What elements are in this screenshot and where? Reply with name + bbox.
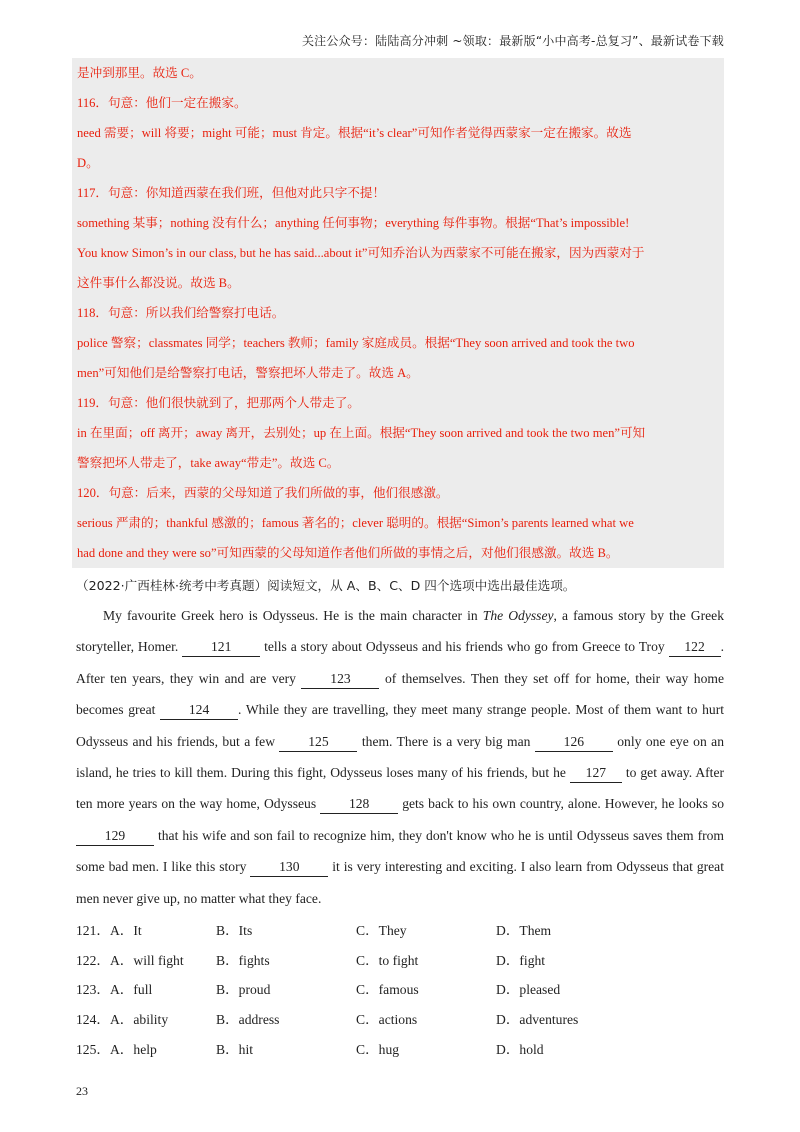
option-a: 125．A．help: [76, 1041, 157, 1057]
explanation-line: 是冲到那里。故选 C。: [77, 66, 202, 80]
option-b: B．address: [216, 1011, 280, 1027]
explanation-line: 117．句意：你知道西蒙在我们班，但他对此只字不提！: [77, 186, 386, 200]
option-row: [76, 944, 726, 974]
option-c: C．actions: [356, 1011, 418, 1027]
blank-122: 122: [669, 638, 721, 657]
passage-text: of themselves. Then they set off for home, their way home becomes great: [76, 670, 724, 718]
explanation-line: D。: [77, 156, 99, 170]
option-a: 124．A．ability: [76, 1011, 169, 1027]
passage-text: gets back to his own country, alone. However, he looks so: [398, 796, 725, 812]
option-a: 122．A．will fight: [76, 952, 184, 968]
blank-121: 121: [182, 638, 260, 657]
explanation-line: in 在里面；off 离开；away 离开，去别处；up 在上面。根据“They soon arrived and took the two men”可知: [77, 426, 646, 440]
option-d: D．adventures: [496, 1011, 579, 1027]
book-title: The Odyssey: [482, 608, 554, 623]
blank-125: 125: [279, 733, 357, 752]
passage-text: , a famous story by the Greek storyteller, Homer.: [76, 608, 725, 655]
option-row: [76, 1003, 726, 1033]
passage-text: it is very interesting and exciting. I also learn from Odysseus that great men never give up, no matter what they face.: [76, 859, 724, 906]
option-d: D．fight: [496, 952, 546, 968]
passage-text: them. There is a very big man: [357, 733, 535, 749]
option-c: C．hug: [356, 1041, 400, 1057]
blank-129: 129: [76, 827, 154, 846]
answer-options: [76, 914, 726, 1062]
explanation-line: 这件事什么都没说。故选 B。: [77, 276, 240, 290]
blank-127: 127: [570, 764, 622, 783]
question-source: （2022·广西桂林·统考中考真题）阅读短文，从 A、B、C、D 四个选项中选出最佳选项。: [76, 578, 576, 593]
option-c: C．to fight: [356, 952, 419, 968]
explanation-line: something 某事；nothing 没有什么；anything 任何事物；everything 每件事物。根据“That’s impossible!: [77, 216, 630, 230]
answer-explanations: [72, 58, 724, 568]
explanation-line: 119．句意：他们很快就到了，把那两个人带走了。: [77, 396, 360, 410]
passage-text: . While they are travelling, they meet many strange people. Most of them want to hurt Odysseus and his friends, but a few: [76, 702, 724, 749]
blank-123: 123: [301, 670, 379, 689]
explanation-line: men”可知他们是给警察打电话，警察把坏人带走了。故选 A。: [77, 366, 419, 380]
explanation-line: 警察把坏人带走了，take away“带走”。故选 C。: [77, 456, 340, 470]
explanation-line: serious 严肃的；thankful 感激的；famous 著名的；clever 聪明的。根据“Simon’s parents learned what we: [77, 516, 634, 530]
blank-124: 124: [160, 701, 238, 720]
option-d: D．pleased: [496, 982, 561, 998]
option-a: 121．A．It: [76, 922, 142, 938]
option-b: B．proud: [216, 982, 271, 998]
option-d: D．hold: [496, 1041, 544, 1057]
option-a: 123．A．full: [76, 982, 153, 998]
option-row: [76, 1033, 726, 1063]
reading-passage: [76, 600, 724, 914]
passage-text: to get away. After ten more years on the way home, Odysseus: [76, 765, 724, 812]
explanation-line: 120．句意：后来，西蒙的父母知道了我们所做的事，他们很感激。: [77, 486, 449, 500]
option-c: C．They: [356, 922, 407, 938]
explanation-line: police 警察；classmates 同学；teachers 教师；family 家庭成员。根据“They soon arrived and took the two: [77, 336, 635, 350]
explanation-line: had done and they were so”可知西蒙的父母知道作者他们所做的事情之后，对他们很感激。故选 B。: [77, 546, 619, 560]
explanation-line: You know Simon’s in our class, but he has said...about it”可知乔治认为西蒙家不可能在搬家，因为西蒙对于: [77, 246, 645, 260]
blank-130: 130: [250, 858, 328, 877]
passage-text: tells a story about Odysseus and his friends who go from Greece to Troy: [260, 639, 669, 655]
option-b: B．Its: [216, 922, 253, 938]
explanation-line: 116．句意：他们一定在搬家。: [77, 96, 247, 110]
passage-text: only one eye on an island, he tries to kill them. During this fight, Odysseus loses many of his friends, but he: [76, 733, 725, 781]
page-number: 23: [76, 1084, 88, 1098]
passage-text: that his wife and son fail to recognize him, they don't know who he is until Odysseus saves them from some bad men. I like this story: [76, 827, 724, 875]
option-c: C．famous: [356, 982, 419, 998]
passage-text: . After ten years, they win and are very: [76, 639, 724, 686]
option-b: B．fights: [216, 952, 270, 968]
blank-128: 128: [320, 795, 398, 814]
option-b: B．hit: [216, 1041, 254, 1057]
passage-text: My favourite Greek hero is Odysseus. He is the main character in: [103, 608, 483, 623]
option-row: [76, 973, 726, 1003]
page-header: 关注公众号：陆陆高分冲刺 ~领取：最新版“小中高考-总复习”、最新试卷下载: [301, 34, 724, 48]
blank-126: 126: [535, 733, 613, 752]
explanation-line: 118．句意：所以我们给警察打电话。: [77, 306, 285, 320]
explanation-line: need 需要；will 将要；might 可能；must 肯定。根据“it’s clear”可知作者觉得西蒙家一定在搬家。故选: [77, 126, 632, 140]
option-d: D．Them: [496, 922, 552, 938]
option-row: [76, 914, 726, 944]
